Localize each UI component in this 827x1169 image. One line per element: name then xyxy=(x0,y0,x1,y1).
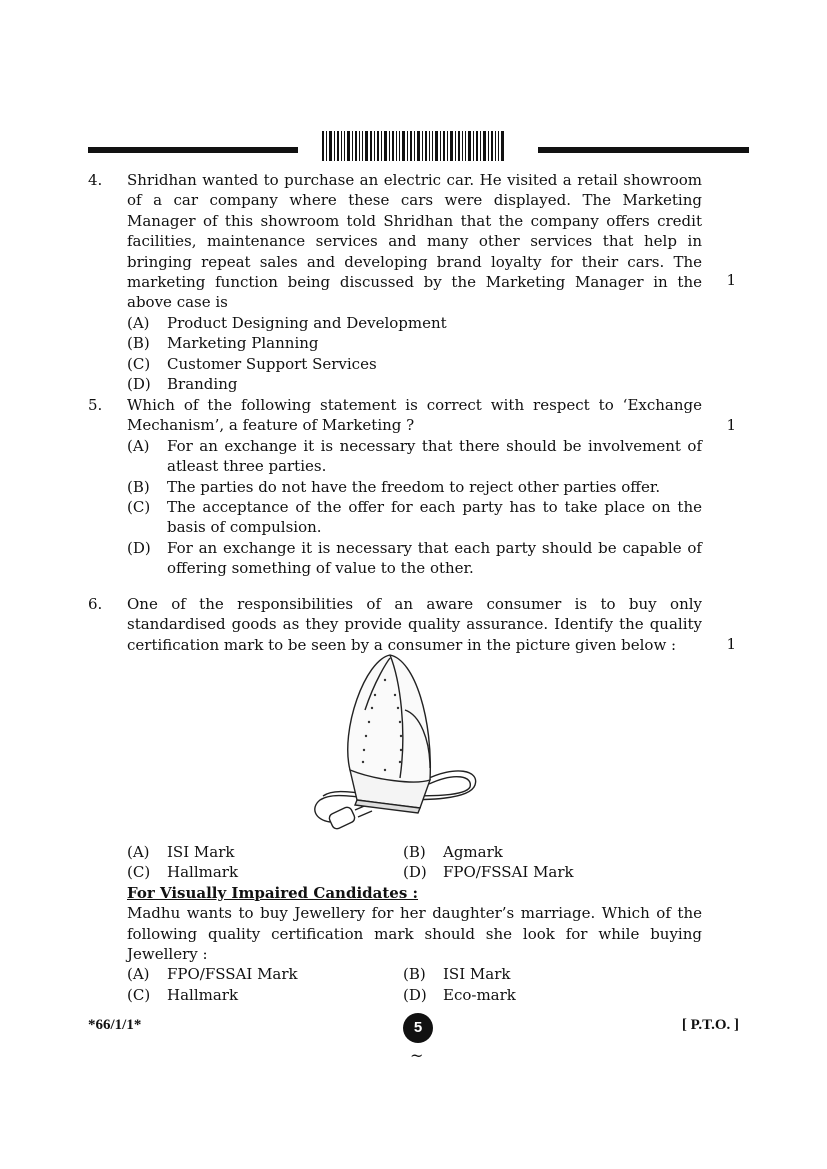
question-marks: 1 xyxy=(726,635,736,653)
option-d: (D) Branding xyxy=(127,375,238,394)
barcode-icon xyxy=(322,131,506,161)
option-a: (A) ISI Mark xyxy=(127,843,235,861)
option-c: (C) Customer Support Services xyxy=(127,354,377,373)
page-number: 5 xyxy=(403,1013,433,1043)
vi-option-c: (C) Hallmark xyxy=(127,985,239,1004)
question-6-options xyxy=(88,842,748,1005)
option-c: (C) The acceptance of the offer for each party has to take place on the basis of compulsion. xyxy=(127,498,702,537)
question-marks: 1 xyxy=(726,416,736,434)
option-d: (D) FPO/FSSAI Mark xyxy=(403,863,574,882)
options-grid xyxy=(127,842,748,883)
option-b: (B) The parties do not have the freedom to reject other parties offer. xyxy=(127,477,661,496)
question-5 xyxy=(88,395,748,579)
visually-impaired-question-text: Madhu wants to buy Jewellery for her daughter’s marriage. Which of the following quality certification mark should she look for while buying Jewellery : xyxy=(127,904,702,964)
option-b: (B) Agmark xyxy=(403,843,503,861)
vi-option-b: (B) ISI Mark xyxy=(403,965,511,984)
vi-options-grid xyxy=(127,964,748,1005)
option-a: (A) For an exchange it is necessary that there should be involvement of atleast three parties. xyxy=(127,436,702,476)
question-marks: 1 xyxy=(726,271,736,289)
tilde-mark: ~ xyxy=(410,1046,424,1065)
question-text: Shridhan wanted to purchase an electric car. He visited a retail showroom of a car company where these cars were displayed. The Marketing Manager of this showroom told Shridhan that the company offers credit facilities, maintenance services and many other services that help in bringing repeat sales and developing brand loyalty for their cars. The marketing function being discussed by the Marketing Manager in the above case is xyxy=(127,171,702,312)
question-6 xyxy=(88,594,748,655)
header-rule-right xyxy=(538,147,749,153)
question-text: Which of the following statement is correct with respect to ‘Exchange Mechanism’, a feature of Marketing ? xyxy=(127,396,702,435)
visually-impaired-heading: For Visually Impaired Candidates : xyxy=(127,883,419,902)
question-text: One of the responsibilities of an aware consumer is to buy only standardised goods as they provide quality assurance. Identify the quality certification mark to be seen by a consumer in the picture given below : xyxy=(127,595,702,654)
option-a: (A) Product Designing and Development xyxy=(127,313,447,332)
question-number: 5. xyxy=(88,396,103,414)
question-number: 4. xyxy=(88,171,103,189)
please-turn-over: [ P.T.O. ] xyxy=(681,1017,739,1033)
vi-option-a: (A) FPO/FSSAI Mark xyxy=(127,965,298,984)
option-c: (C) Hallmark xyxy=(127,863,239,882)
question-number: 6. xyxy=(88,595,103,613)
option-b: (B) Marketing Planning xyxy=(127,334,319,353)
electric-iron-icon xyxy=(305,650,485,840)
header-rule-left xyxy=(88,147,298,153)
option-d: (D) For an exchange it is necessary that each party should be capable of offering something of value to the other. xyxy=(127,538,702,578)
vi-option-d: (D) Eco-mark xyxy=(403,985,516,1004)
question-4 xyxy=(88,170,748,394)
paper-code: *66/1/1* xyxy=(88,1017,142,1033)
